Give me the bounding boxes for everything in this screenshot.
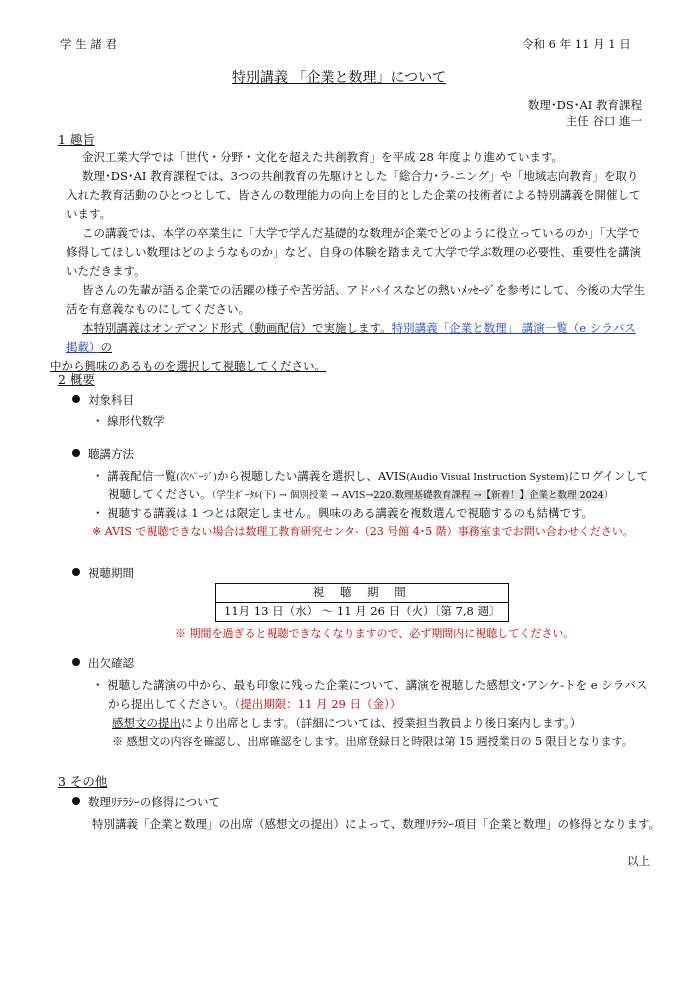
attendance-label: 出欠確認 [72,655,134,672]
bullet-icon [72,449,80,457]
purpose-paragraph-3: この講義では、本学の卒業生に「大学で学んだ基礎的な数理が企業でどのように役立っているのか」「大学で修得してほしい数理はどのようなものか」など、自身の体験を踏まえて大学で学ぶ数理の必要性、重要性を講演いただきます。 [66,226,641,278]
closing-mark: 以上 [627,854,650,868]
section-heading-overview: 2 概要 [58,372,95,387]
literacy-text: 特別講義「企業と数理」の出席（感想文の提出）によって、数理ﾘﾃﾗｼｰ項目「企業と数理」の修得となります。 [92,817,661,831]
submission-deadline: （提出期限：11 月 29 日（金）） [234,697,402,711]
course-name-highlight: 【新着！】企業と数理 2024 [481,490,604,501]
course-path-highlight: 220.数理基礎教育課程 → [373,490,482,501]
issuer-person: 主任 谷口 進一 [565,114,642,128]
method-line-2: 視聴してください。（学生ﾎﾟｰﾀﾙ(下) → 個別授業 → AVIS→220.数理基礎教育課程 →【新着！】企業と数理 2024） [108,487,614,501]
purpose-paragraph-5 [50,319,646,376]
method-line-1: ・ 講義配信一覧(次ﾍﾟｰｼﾞ)から視聴したい講義を選択し、AVIS(Audio Visual Instruction System)にログインして [92,469,649,483]
avis-support-note: ※ AVIS で視聴できない場合は数理工教育研究センタ-（23 号館 4･5 階）事務室までお問い合わせください。 [92,525,634,538]
bullet-icon [72,797,80,805]
issuer-org: 数理･DS･AI 教育課程 [527,98,642,112]
ondemand-note: 本特別講義はオンデマンド形式（動画配信）で実施します。 [82,321,392,335]
bullet-icon [72,658,80,666]
period-label: 視聴期間 [72,565,134,582]
attendance-line-2: から提出してください。（提出期限：11 月 29 日（金）） [108,697,402,711]
syllabus-lecture-list-link[interactable]: 特別講義「企業と数理」 講演一覧（e シラバス掲載） [66,321,636,354]
period-table-value: 11月 13 日（水） ～ 11 月 26 日（火）〔第 7,8 週〕 [216,603,509,622]
addressee: 学 生 諸 君 [60,37,117,51]
ondemand-note-particle: の [100,340,112,354]
literacy-label: 数理ﾘﾃﾗｼｰの修得について [72,794,220,811]
bullet-icon [72,568,80,576]
document-date: 令和 6 年 11 月 1 日 [522,37,631,51]
ondemand-note-cont: 中から興味のあるものを選択して視聴してください。 [50,359,326,373]
section-heading-purpose: 1 趣旨 [58,132,95,147]
attendance-line-1: ・ 視聴した講演の中から、最も印象に残った企業について、講演を視聴した感想文･アンケ-トを e シラバス [92,678,648,692]
attendance-note: ※ 感想文の内容を確認し、出席確認をします。出席登録日と時限は第 15 週授業日の 5 限目となります。 [112,735,633,748]
essay-submission: 感想文の提出 [112,716,181,730]
period-warning-note: ※ 期間を過ぎると視聴できなくなりますので、必ず期間内に視聴してください。 [175,627,575,640]
document-title: 特別講義 「企業と数理」について [232,70,447,86]
section-heading-other: 3 その他 [58,774,108,789]
purpose-paragraph-1: 金沢工業大学では「世代・分野・文化を超えた共創教育」を平成 28 年度より進めています。 [82,150,564,164]
purpose-paragraph-2: 数理･DS･AI 教育課程では、3つの共創教育の先駆けとした「総合力･ラ-ニング」や「地域志向教育」を取り入れた教育活動のひとつとして、皆さんの数理能力の向上を目的とした企業の技術者による特別講義を開催しています。 [66,169,641,221]
viewing-period-table [215,583,509,622]
subject-label: 対象科目 [72,392,134,409]
subject-item: ・ 線形代数学 [92,414,165,428]
attendance-line-3: 感想文の提出により出席とします。（詳細については、授業担当教員より後日案内します。） [112,716,582,730]
period-table-header: 視 聴 期 間 [216,584,509,603]
method-label: 聴講方法 [72,446,134,463]
purpose-paragraph-4: 皆さんの先輩が語る企業での活躍の様子や苦労話、アドバイスなどの熱いﾒｯｾｰｼﾞを参考にして、今後の大学生活を有意義なものにしてください。 [66,283,645,316]
method-line-3: ・ 視聴する講義は 1 つとは限定しません。興味のある講義を複数選んで視聴するのも結構です。 [92,506,594,520]
bullet-icon [72,395,80,403]
